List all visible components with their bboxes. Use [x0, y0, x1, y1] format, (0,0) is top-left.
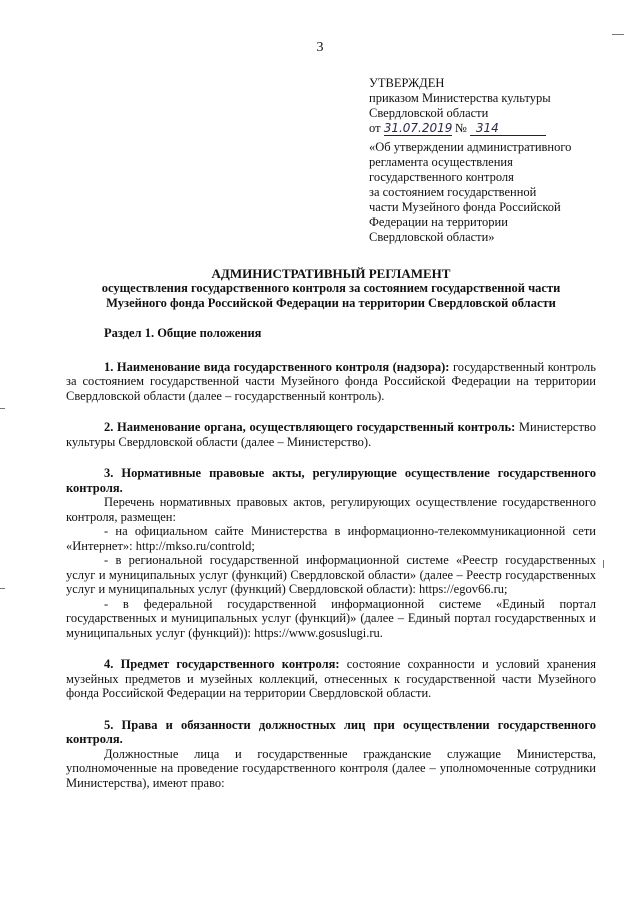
item-heading: 4. Предмет государственного контроля:	[104, 657, 340, 671]
scan-mark	[612, 34, 624, 35]
scan-mark	[603, 560, 604, 568]
approval-block	[369, 76, 609, 245]
paragraph-item-1	[66, 360, 596, 404]
approval-order-line: Свердловской области	[369, 106, 489, 120]
item-heading: 2. Наименование органа, осуществляющего государственный контроль:	[104, 420, 516, 434]
approval-description	[369, 140, 609, 245]
paragraph-item-2	[66, 420, 596, 449]
list-item: - в федеральной государственной информационной системе «Единый портал государственных и муниципальных услуг (функций)» (далее – Единый портал государственных и муниципальных услуг (функций)): https://www.gosuslugi.ru.	[66, 596, 596, 640]
from-label: от	[369, 121, 381, 135]
approval-desc-line: Федерации на территории	[369, 215, 508, 229]
approval-date-line	[369, 121, 609, 136]
scan-mark	[0, 588, 5, 589]
number-label: №	[454, 121, 467, 135]
approval-desc-line: «Об утверждении административного	[369, 140, 572, 154]
paragraph-item-4	[66, 657, 596, 701]
list-item: - на официальном сайте Министерства в информационно-телекоммуникационной сети «Интернет»: http://mkso.ru/controld;	[66, 524, 596, 553]
title-line: осуществления государственного контроля за состоянием государственной части	[101, 281, 561, 295]
order-number: 314	[470, 122, 546, 136]
paragraph-item-3-intro: Перечень нормативных правовых актов, регулирующих осуществление государственного контроля, размещен:	[66, 495, 596, 524]
document-body	[66, 326, 596, 790]
page-number: 3	[316, 40, 324, 55]
paragraph-item-5-heading: 5. Права и обязанности должностных лиц при осуществлении государственного контроля.	[66, 717, 596, 746]
document-title	[66, 266, 596, 311]
approval-heading: УТВЕРЖДЕН	[369, 76, 445, 90]
paragraph-item-5-text: Должностные лица и государственные гражданские служащие Министерства, уполномоченные на проведение государственного контроля (далее – уполномоченные сотрудники Министерства), имеют право:	[66, 746, 596, 790]
item-text: Министерство культуры Свердловской области (далее – Министерство).	[66, 420, 597, 449]
approval-order-line: приказом Министерства культуры	[369, 91, 551, 105]
item-text: состояние сохранности и условий хранения музейных предметов и музейных коллекций, отнесенных к государственной части Музейного фонда Российской Федерации на территории Свердловской области.	[66, 657, 596, 700]
approval-desc-line: части Музейного фонда Российской	[369, 200, 561, 214]
scan-mark	[0, 408, 5, 409]
item-text: государственный контроль за состоянием государственной части Музейного фонда Российской Федерации на территории Свердловской области (далее – государственный контроль).	[66, 359, 596, 403]
paragraph-item-3-heading: 3. Нормативные правовые акты, регулирующие осуществление государственного контроля.	[66, 466, 596, 495]
section-heading: Раздел 1. Общие положения	[104, 326, 262, 340]
title-line: АДМИНИСТРАТИВНЫЙ РЕГЛАМЕНТ	[211, 266, 451, 281]
approval-desc-line: государственного контроля	[369, 170, 514, 184]
approval-desc-line: регламента осуществления	[369, 155, 513, 169]
approval-desc-line: за состоянием государственной	[369, 185, 537, 199]
item-heading: 1. Наименование вида государственного контроля (надзора):	[104, 359, 450, 374]
order-date: 31.07.2019	[383, 121, 453, 135]
title-line: Музейного фонда Российской Федерации на территории Свердловской области	[106, 296, 556, 310]
list-item: - в региональной государственной информационной системе «Реестр государственных услуг и муниципальных услуг (функций) Свердловской области» (далее – Реестр государственных услуг и муниципальных услуг (функций) Свердловской области): https://egov66.ru;	[66, 553, 596, 596]
approval-desc-line: Свердловской области»	[369, 230, 495, 244]
